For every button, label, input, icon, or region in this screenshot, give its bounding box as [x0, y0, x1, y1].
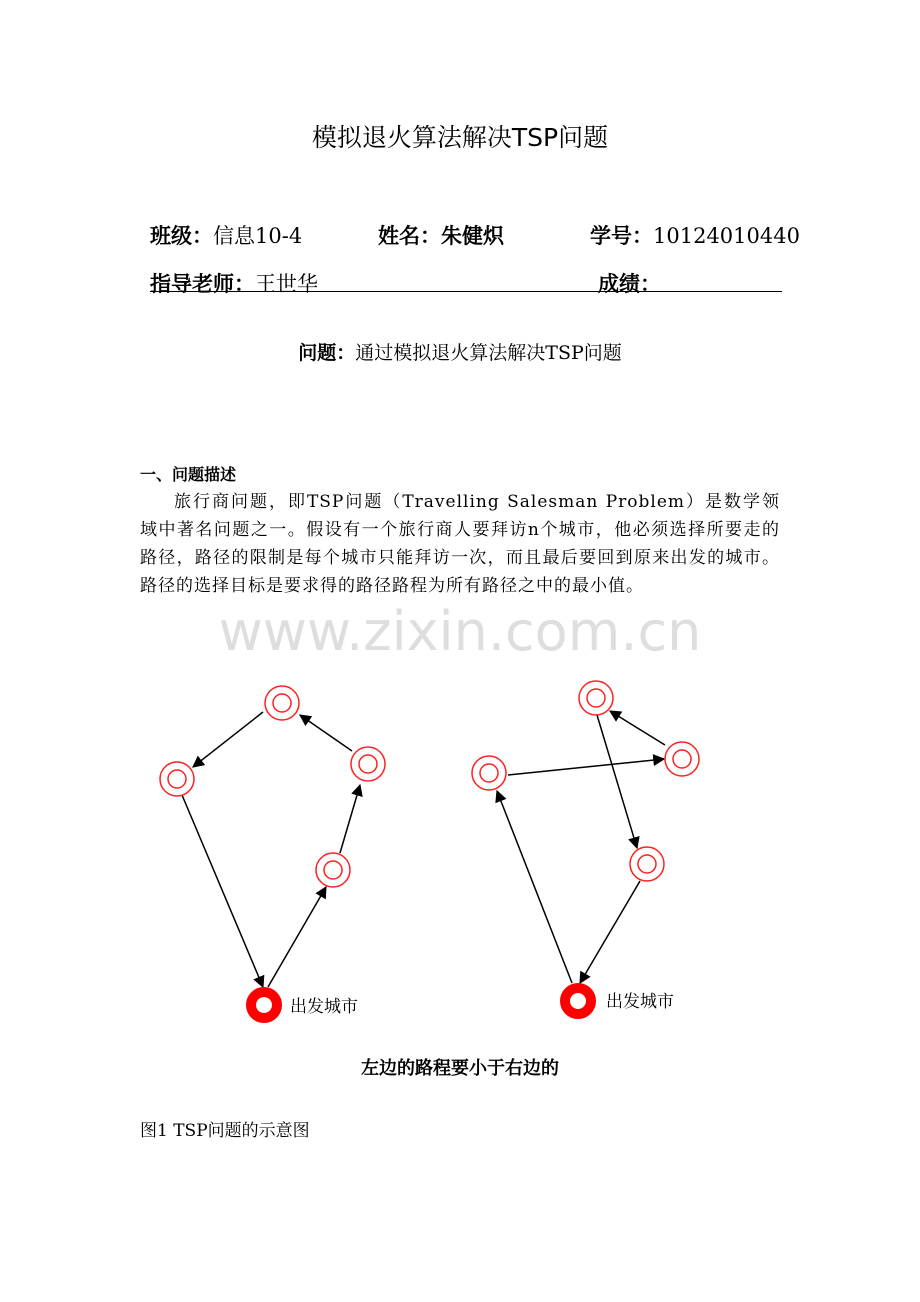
- left-route: [182, 712, 360, 987]
- section-paragraph: 旅行商问题，即TSP问题（Travelling Salesman Problem）是数学领域中著名问题之一。假设有一个旅行商人要拜访n个城市，他必须选择所要走的路径，路径的限制是每个城市只能拜访一次，而且最后要回到原来出发的城市。路径的选择目标是要求得的路径路程为所有路径之中的最小值。: [140, 492, 780, 596]
- grade-label: 成绩：: [598, 272, 661, 296]
- problem-text: 通过模拟退火算法解决TSP问题: [355, 342, 622, 364]
- class-label: 班级：: [150, 224, 213, 248]
- right-edge-5: [497, 791, 572, 983]
- left-edge-2: [182, 795, 263, 987]
- teacher-field: [150, 268, 318, 298]
- info-underline: [150, 291, 782, 292]
- teacher-label: 指导老师：: [150, 272, 255, 296]
- document-title: 模拟退火算法解决TSP问题: [311, 123, 609, 152]
- left-edge-4: [340, 785, 360, 853]
- teacher-value: 王世华: [255, 272, 318, 296]
- watermark: www.zixin.com.cn: [218, 600, 702, 663]
- left-node-left: [160, 762, 194, 796]
- student-id-value: 10124010440: [653, 224, 800, 248]
- student-id-label: 学号：: [590, 224, 653, 248]
- class-value: 信息10-4: [213, 224, 303, 248]
- tsp-diagram: [140, 665, 780, 1025]
- problem-label: 问题：: [298, 342, 356, 364]
- left-node-top: [265, 686, 299, 720]
- left-start-label: 出发城市: [290, 997, 358, 1017]
- right-edge-2: [508, 759, 664, 775]
- right-edge-3: [597, 715, 637, 848]
- class-field: [150, 220, 302, 250]
- left-edge-1: [193, 712, 263, 767]
- left-start-city: [251, 992, 277, 1018]
- right-edge-4: [580, 881, 640, 983]
- problem-statement: [0, 338, 920, 365]
- grade-field: [598, 268, 661, 298]
- name-label: 姓名：: [378, 224, 441, 248]
- right-edge-1: [610, 711, 665, 745]
- name-value: 朱健炽: [441, 224, 504, 248]
- student-id-field: [590, 220, 800, 250]
- right-node-right: [665, 742, 699, 776]
- left-node-right: [351, 747, 385, 781]
- left-node-middle: [316, 853, 350, 887]
- right-start-city: [565, 988, 591, 1014]
- left-edge-5: [300, 715, 352, 751]
- figure-caption: 图1 TSP问题的示意图: [140, 1121, 310, 1141]
- name-field: [378, 220, 504, 250]
- right-node-middle: [630, 847, 664, 881]
- right-node-top: [579, 681, 613, 715]
- right-node-left: [472, 756, 506, 790]
- left-edge-3: [268, 887, 326, 987]
- right-route: [497, 711, 665, 983]
- diagram-note: 左边的路程要小于右边的: [361, 1058, 559, 1079]
- right-start-label: 出发城市: [606, 992, 674, 1012]
- section-heading: 一、问题描述: [140, 465, 237, 484]
